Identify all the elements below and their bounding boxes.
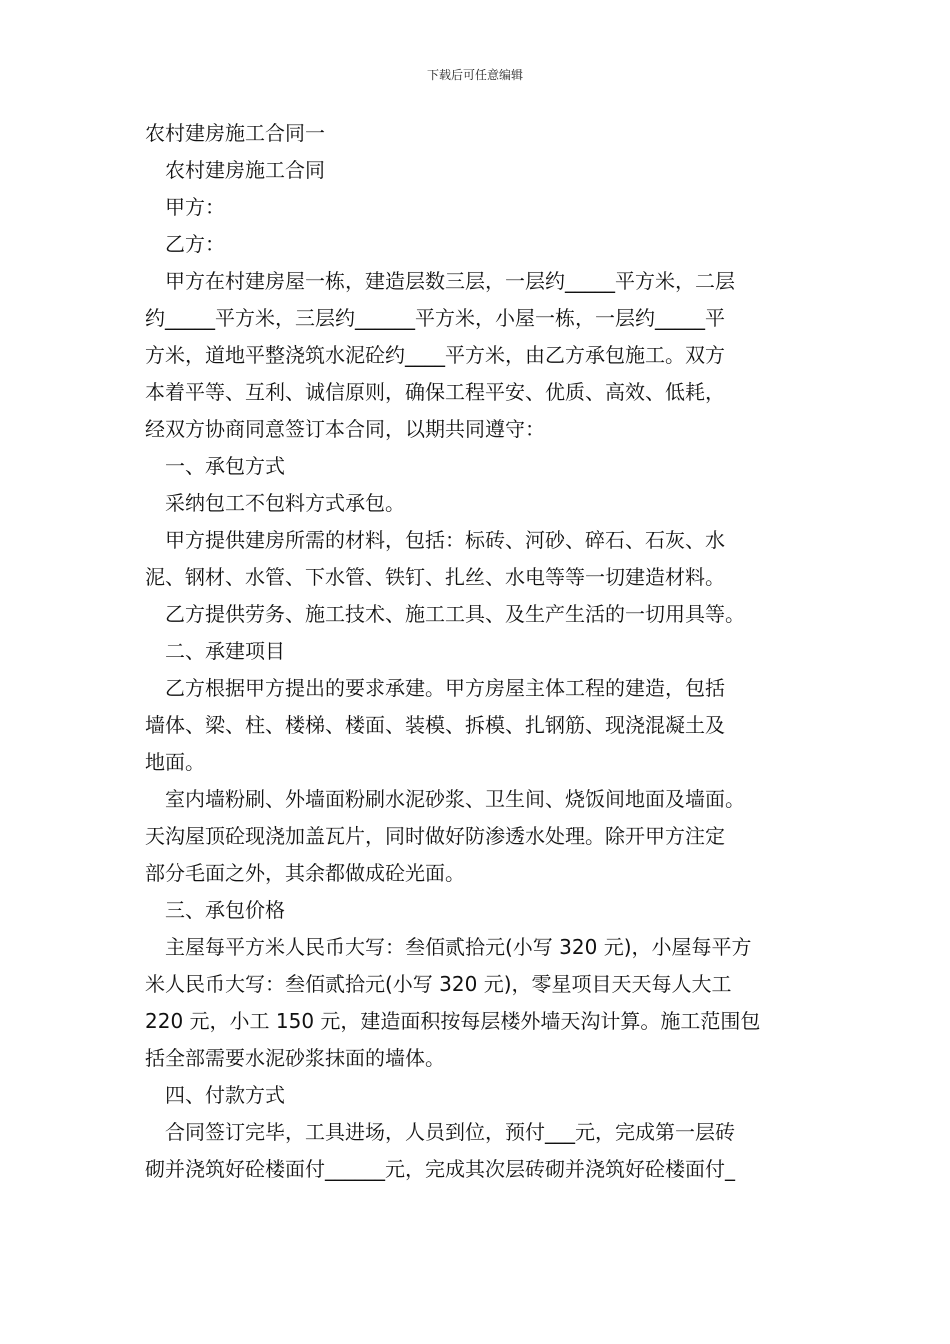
paragraph-line: 合同签订完毕，工具进场，人员到位，预付___元，完成第一层砖 <box>165 1120 735 1144</box>
paragraph-line: 甲方提供建房所需的材料，包括：标砖、河砂、碎石、石灰、水 <box>165 528 725 552</box>
paragraph-line: 括全部需要水泥砂浆抹面的墙体。 <box>145 1046 445 1070</box>
paragraph-line: 220 元，小工 150 元，建造面积按每层楼外墙天沟计算。施工范围包 <box>145 1009 761 1033</box>
paragraph-line: 乙方提供劳务、施工技术、施工工具、及生产生活的一切用具等。 <box>165 602 745 626</box>
paragraph-line: 泥、钢材、水管、下水管、铁钉、扎丝、水电等等一切建造材料。 <box>145 565 725 589</box>
contract-title: 农村建房施工合同 <box>165 158 325 182</box>
paragraph-line: 地面。 <box>145 750 205 774</box>
paragraph-line: 采纳包工不包料方式承包。 <box>165 491 405 515</box>
section-heading: 三、承包价格 <box>165 898 285 922</box>
paragraph-line: 甲方在村建房屋一栋，建造层数三层，一层约_____平方米，二层 <box>165 269 735 293</box>
paragraph-line: 米人民币大写：叁佰贰拾元(小写 320 元)，零星项目天天每人大工 <box>145 972 732 996</box>
section-heading: 一、承包方式 <box>165 454 285 478</box>
party-a-line: 甲方： <box>165 195 225 219</box>
document-body <box>145 115 810 1188</box>
paragraph-line: 方米，道地平整浇筑水泥砼约____平方米，由乙方承包施工。双方 <box>145 343 725 367</box>
party-b-line: 乙方： <box>165 232 225 256</box>
paragraph-line: 砌并浇筑好砼楼面付______元，完成其次层砖砌并浇筑好砼楼面付_ <box>145 1157 735 1181</box>
paragraph-line: 天沟屋顶砼现浇加盖瓦片，同时做好防渗透水处理。除开甲方注定 <box>145 824 725 848</box>
section-heading: 四、付款方式 <box>165 1083 285 1107</box>
paragraph-line: 本着平等、互利、诚信原则，确保工程平安、优质、高效、低耗， <box>145 380 725 404</box>
paragraph-line: 约_____平方米，三层约______平方米，小屋一栋，一层约_____平 <box>145 306 725 330</box>
section-heading: 二、承建项目 <box>165 639 285 663</box>
document-title: 农村建房施工合同一 <box>145 121 325 145</box>
paragraph-line: 乙方根据甲方提出的要求承建。甲方房屋主体工程的建造，包括 <box>165 676 725 700</box>
paragraph-line: 主屋每平方米人民币大写：叁佰贰拾元(小写 320 元)，小屋每平方 <box>165 935 752 959</box>
paragraph-line: 室内墙粉刷、外墙面粉刷水泥砂浆、卫生间、烧饭间地面及墙面。 <box>165 787 745 811</box>
paragraph-line: 经双方协商同意签订本合同，以期共同遵守： <box>145 417 545 441</box>
page-header: 下载后可任意编辑 <box>426 68 523 82</box>
paragraph-line: 部分毛面之外，其余都做成砼光面。 <box>145 861 465 885</box>
paragraph-line: 墙体、梁、柱、楼梯、楼面、装模、拆模、扎钢筋、现浇混凝土及 <box>145 713 725 737</box>
